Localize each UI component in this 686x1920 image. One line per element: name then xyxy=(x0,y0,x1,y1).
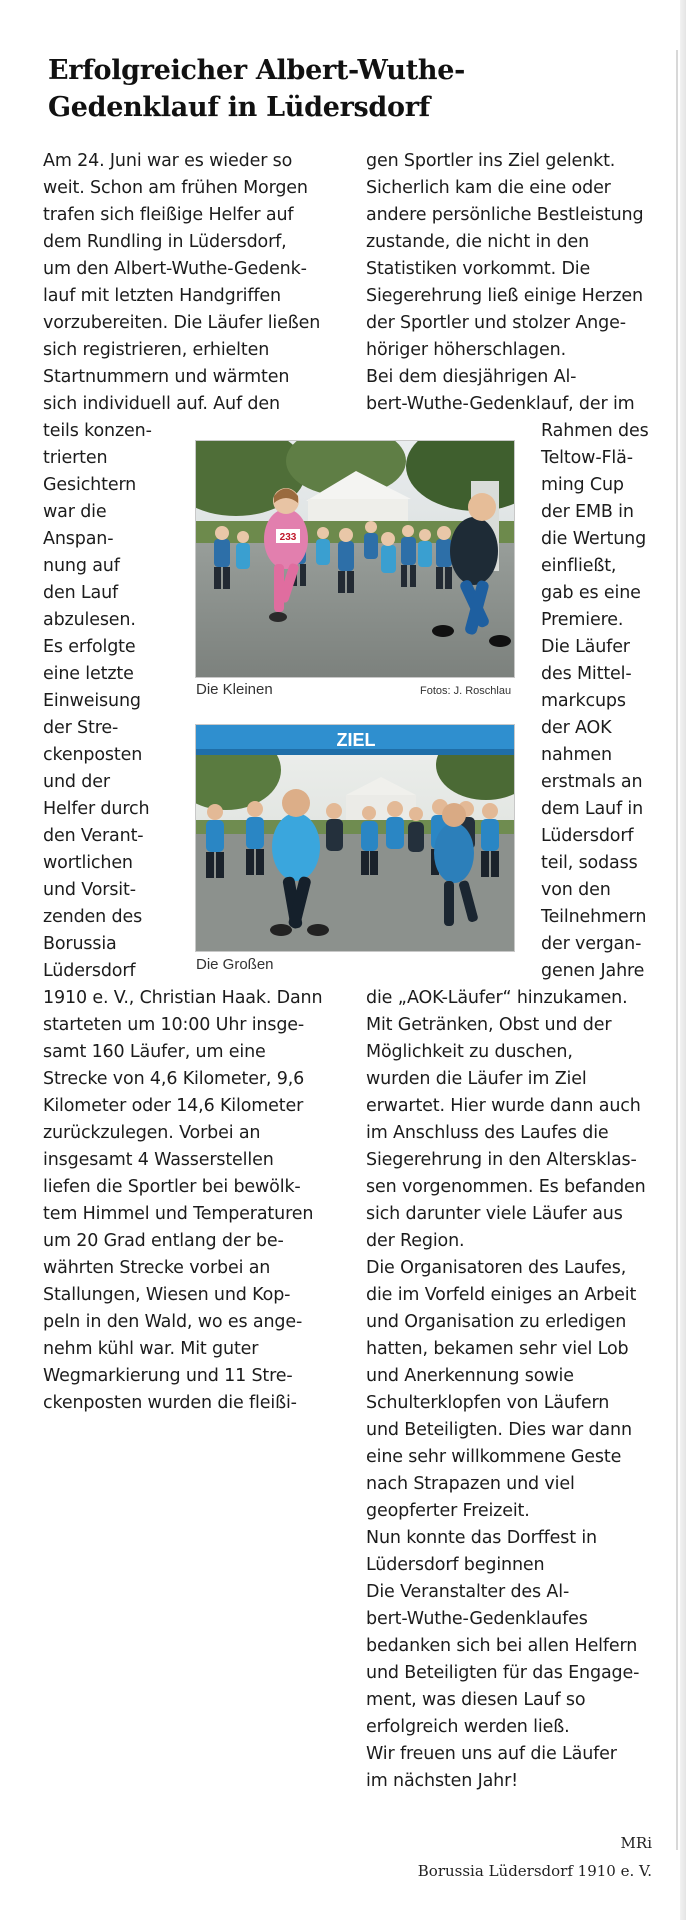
col2-top-line: der Sportler und stolzer Ange- xyxy=(366,313,626,333)
col1-narrow-line: den Verant- xyxy=(43,826,144,846)
col2-narrow-line: nahmen xyxy=(541,745,612,765)
col1-narrow-line: der Stre- xyxy=(43,718,119,738)
col2-narrow-line: Lüdersdorf xyxy=(541,826,634,846)
col2-bottom-line: Schulterklopfen von Läufern xyxy=(366,1393,610,1413)
col2-bottom-line: im nächsten Jahr! xyxy=(366,1771,519,1791)
col2-bottom-line: und Beteiligten. Dies war dann xyxy=(366,1420,632,1440)
col1-bottom-line: starteten um 10:00 Uhr insge- xyxy=(43,1015,305,1035)
col1-bottom-line: Kilometer oder 14,6 Kilometer xyxy=(43,1096,304,1116)
col2-bottom-line: die „AOK-Läufer“ hinzukamen. xyxy=(366,988,628,1008)
col2-narrow-line: genen Jahre xyxy=(541,961,645,981)
column-rule xyxy=(676,50,678,1850)
col1-narrow-line: den Lauf xyxy=(43,583,119,603)
photo-adults-run xyxy=(195,724,515,952)
col2-narrow-line: teil, sodass xyxy=(541,853,638,873)
col2-narrow-line: der AOK xyxy=(541,718,612,738)
col2-narrow-line: Premiere. xyxy=(541,610,624,630)
col1-narrow-line: Borussia xyxy=(43,934,117,954)
col1-bottom-line: 1910 e. V., Christian Haak. Dann xyxy=(43,988,323,1008)
col2-narrow-line: der vergan- xyxy=(541,934,642,954)
col1-narrow-line: zenden des xyxy=(43,907,143,927)
col2-bottom-line: eine sehr willkommene Geste xyxy=(366,1447,622,1467)
page-edge xyxy=(680,0,686,1920)
col1-top-line: Am 24. Juni war es wieder so xyxy=(43,151,293,171)
col1-bottom-line: um 20 Grad entlang der be- xyxy=(43,1231,284,1251)
finish-banner-text: ZIEL xyxy=(336,730,376,750)
col2-top-line: Sicherlich kam die eine oder xyxy=(366,178,611,198)
col2-narrow-line: einfließt, xyxy=(541,556,617,576)
col2-narrow-line: der EMB in xyxy=(541,502,634,522)
col1-narrow-line: Es erfolgte xyxy=(43,637,136,657)
col1-top-line: sich individuell auf. Auf den xyxy=(43,394,280,414)
col2-bottom-line: wurden die Läufer im Ziel xyxy=(366,1069,587,1089)
col1-narrow-line: und Vorsit- xyxy=(43,880,136,900)
col2-bottom-line: sich darunter viele Läufer aus xyxy=(366,1204,623,1224)
col1-top-line: um den Albert-Wuthe-Gedenk- xyxy=(43,259,307,279)
col2-narrow-line: die Wertung xyxy=(541,529,647,549)
organization-signature: Borussia Lüdersdorf 1910 e. V. xyxy=(417,1862,652,1880)
col2-bottom-line: Mit Getränken, Obst und der xyxy=(366,1015,612,1035)
col1-top-line: vorzubereiten. Die Läufer ließen xyxy=(43,313,321,333)
col2-narrow-line: gab es eine xyxy=(541,583,641,603)
col1-narrow-line: eine letzte xyxy=(43,664,134,684)
col2-bottom-line: erfolgreich werden ließ. xyxy=(366,1717,570,1737)
col2-bottom-line: bert-Wuthe-Gedenklaufes xyxy=(366,1609,588,1629)
col1-narrow-line: Einweisung xyxy=(43,691,141,711)
col1-bottom-line: Strecke von 4,6 Kilometer, 9,6 xyxy=(43,1069,305,1089)
col2-bottom-line: im Anschluss des Laufes die xyxy=(366,1123,609,1143)
bib-number: 233 xyxy=(279,532,297,543)
photo-caption-children: Die Kleinen xyxy=(196,681,273,698)
col2-narrow-line: von den xyxy=(541,880,611,900)
col2-bottom-line: erwartet. Hier wurde dann auch xyxy=(366,1096,641,1116)
photo-caption-adults: Die Großen xyxy=(196,956,274,973)
col2-bottom-line: Möglichkeit zu duschen, xyxy=(366,1042,573,1062)
col1-bottom-line: nehm kühl war. Mit guter xyxy=(43,1339,259,1359)
col1-narrow-line: Helfer durch xyxy=(43,799,150,819)
headline xyxy=(48,52,608,126)
col1-narrow-line: Lüdersdorf xyxy=(43,961,136,981)
col1-narrow-line: abzulesen. xyxy=(43,610,136,630)
col2-bottom-line: sen vorgenommen. Es befanden xyxy=(366,1177,646,1197)
col2-narrow-line: Rahmen des xyxy=(541,421,649,441)
col2-top-line: Statistiken vorkommt. Die xyxy=(366,259,591,279)
col1-narrow-line: teils konzen- xyxy=(43,421,152,441)
col2-bottom-line: Nun konnte das Dorffest in xyxy=(366,1528,598,1548)
col1-bottom-line: ckenposten wurden die fleißi- xyxy=(43,1393,297,1413)
col2-top-line: Siegerehrung ließ einige Herzen xyxy=(366,286,643,306)
adults-run-image xyxy=(196,725,514,951)
col2-narrow-line: Teltow-Flä- xyxy=(541,448,633,468)
col2-narrow-line: erstmals an xyxy=(541,772,643,792)
col1-narrow-line: und der xyxy=(43,772,110,792)
col2-top-line: andere persönliche Bestleistung xyxy=(366,205,644,225)
author-signature: MRi xyxy=(620,1834,652,1852)
col2-bottom-line: Siegerehrung in den Altersklas- xyxy=(366,1150,637,1170)
col2-narrow-line: Die Läufer xyxy=(541,637,630,657)
photo-credit: Fotos: J. Roschlau xyxy=(420,685,512,697)
col2-bottom-line: die im Vorfeld einiges an Arbeit xyxy=(366,1285,637,1305)
col1-bottom-line: tem Himmel und Temperaturen xyxy=(43,1204,314,1224)
col2-top-line: Bei dem diesjährigen Al- xyxy=(366,367,577,387)
col1-top-line: dem Rundling in Lüdersdorf, xyxy=(43,232,287,252)
col2-top-line: zustande, die nicht in den xyxy=(366,232,590,252)
col2-top-line: gen Sportler ins Ziel gelenkt. xyxy=(366,151,616,171)
col2-bottom-line: und Beteiligten für das Engage- xyxy=(366,1663,640,1683)
col2-narrow-line: ming Cup xyxy=(541,475,624,495)
col1-bottom-line: liefen die Sportler bei bewölk- xyxy=(43,1177,301,1197)
col2-bottom-line: und Organisation zu erledigen xyxy=(366,1312,627,1332)
col2-bottom-line: der Region. xyxy=(366,1231,465,1251)
col1-bottom-line: Stallungen, Wiesen und Kop- xyxy=(43,1285,291,1305)
headline-line-1: Erfolgreicher Albert-Wuthe- xyxy=(48,55,466,86)
col1-top-line: lauf mit letzten Handgriffen xyxy=(43,286,281,306)
col1-narrow-line: Anspan- xyxy=(43,529,114,549)
col1-narrow-line: wortlichen xyxy=(43,853,133,873)
col2-bottom-line: und Anerkennung sowie xyxy=(366,1366,574,1386)
col1-top-line: Startnummern und wärmten xyxy=(43,367,290,387)
col2-bottom-line: bedanken sich bei allen Helfern xyxy=(366,1636,638,1656)
col2-bottom-line: nach Strapazen und viel xyxy=(366,1474,575,1494)
headline-line-2: Gedenklauf in Lüdersdorf xyxy=(48,92,430,123)
col2-bottom-line: Die Organisatoren des Laufes, xyxy=(366,1258,627,1278)
col2-narrow-line: dem Lauf in xyxy=(541,799,644,819)
col2-narrow-line: des Mittel- xyxy=(541,664,632,684)
col2-bottom-line: Die Veranstalter des Al- xyxy=(366,1582,570,1602)
children-run-image xyxy=(196,441,514,677)
col1-top-line: trafen sich fleißige Helfer auf xyxy=(43,205,294,225)
col2-top-line: höriger höherschlagen. xyxy=(366,340,566,360)
col2-narrow-line: markcups xyxy=(541,691,626,711)
col1-narrow-line: Gesichtern xyxy=(43,475,137,495)
col1-bottom-line: Wegmarkierung und 11 Stre- xyxy=(43,1366,293,1386)
col1-bottom-line: samt 160 Läufer, um eine xyxy=(43,1042,266,1062)
col1-bottom-line: insgesamt 4 Wasserstellen xyxy=(43,1150,274,1170)
col2-bottom-line: hatten, bekamen sehr viel Lob xyxy=(366,1339,629,1359)
col2-bottom-line: Lüdersdorf beginnen xyxy=(366,1555,545,1575)
col2-bottom-line: Wir freuen uns auf die Läufer xyxy=(366,1744,617,1764)
col1-top-line: weit. Schon am frühen Morgen xyxy=(43,178,308,198)
col2-bottom-line: ment, was diesen Lauf so xyxy=(366,1690,586,1710)
col1-narrow-line: nung auf xyxy=(43,556,120,576)
col1-narrow-line: ckenposten xyxy=(43,745,143,765)
col1-narrow-line: trierten xyxy=(43,448,108,468)
col1-top-line: sich registrieren, erhielten xyxy=(43,340,270,360)
col1-narrow-line: war die xyxy=(43,502,107,522)
col2-narrow-line: Teilnehmern xyxy=(541,907,647,927)
col1-bottom-line: währten Strecke vorbei an xyxy=(43,1258,271,1278)
col1-bottom-line: zurückzulegen. Vorbei an xyxy=(43,1123,261,1143)
photo-children-run xyxy=(195,440,515,678)
col1-bottom-line: peln in den Wald, wo es ange- xyxy=(43,1312,303,1332)
col2-bottom-line: geopferter Freizeit. xyxy=(366,1501,530,1521)
col2-top-line: bert-Wuthe-Gedenklauf, der im xyxy=(366,394,635,414)
